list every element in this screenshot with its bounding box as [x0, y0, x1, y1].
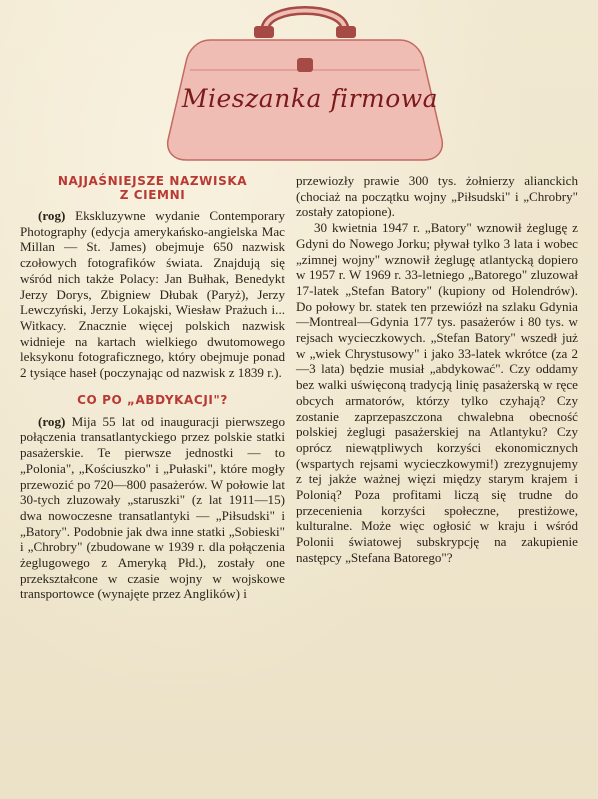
suitcase-clasp-right — [336, 26, 356, 38]
column-title: Mieszanka firmowa — [181, 84, 439, 113]
article1-body — [20, 208, 285, 381]
article2-text-left: Mija 55 lat od inauguracji pierwszego połączenia transatlantyckiego przez polskie statki pasażerskie. Te pierwsze jednostki — to „Polonia", „Kościuszko" i „Pułaski", które mogły przewozić po 720—800 pasażerów. W połowie lat 30-tych zluzowały „staruszki" (z lat 1911—15) dwa nowoczesne transatlantyki — „Piłsudski" i „Batory". Podobnie jak dwa inne statki „Sobieski" i „Chrobry" (zbudowane w 1939 r. dla połączenia żeglugowego z Ameryką Płd.), zostały one przekształcone w czasie wojny w wojskowe transportowce (wynajęte przez Anglików) i — [20, 413, 285, 602]
article1-heading — [20, 174, 285, 202]
article1-tag: (rog) — [38, 208, 66, 223]
article2-heading: CO PO „ABDYKACJI"? — [77, 392, 228, 407]
article2-body-right-1: przewiozły prawie 300 tys. żołnierzy alianckich (chociaż na początku wojny „Piłsudski" i „Chrobry" zostały zatopione). — [296, 173, 578, 220]
suitcase-clasp-left — [254, 26, 274, 38]
article2-body-right-2: 30 kwietnia 1947 r. „Batory" wznowił żeglugę z Gdyni do Nowego Jorku; pływał tylko 3 lata i wobec „zimnej wojny" wznowił żeglugę atlantycką dopiero w 1957 r. W 1969 r. 33-letniego „Batorego" zluzował 17-latek „Stefan Batory" (kupiony od Holendrów). Do połowy br. statek ten przewiózł na szlaku Gdynia—Montreal—Gdynia 177 tys. pasażerów i 80 tys. w rejsach wycieczkowych. „Stefan Batory" wszedł już w „wiek Chrystusowy" i jako 33-latek wkrótce (za 2—3 lata) będzie musiał „abdykować". Czy oddamy bez walki uświęconą tradycją linię pasażerską w ręce obcych armatorów, którzy tylko czyhają? Czy zostanie zaprzepaszczona chwalebna obecność polskiej żeglugi pasażerskiej na Atlantyku? Czy oprócz niewątpliwych korzyści ekonomicznych (wspartych rejsami wycieczkowymi!) zrezygnujemy z tej jakże ważnej więzi między starym krajem i Polonią? Poza profitami liczą się trudne do przecenienia korzyści społeczne, prestiżowe, kulturalne. Może więc ogłosić w kraju i wśród Polonii światowej subskrypcję na zakupienie następcy „Stefana Batorego"? — [296, 220, 578, 565]
suitcase-lock — [297, 58, 313, 72]
suitcase-illustration — [150, 0, 460, 165]
article1-heading-line1: NAJJAŚNIEJSZE NAZWISKA — [57, 174, 248, 188]
left-column — [20, 172, 285, 602]
article2-tag: (rog) — [38, 413, 66, 429]
article1-heading-line2: Z CIEMNI — [119, 188, 186, 202]
article2-body-left — [20, 414, 285, 602]
right-column — [296, 173, 578, 566]
article1-text: Ekskluzywne wydanie Contemporary Photography (edycja amerykańsko-angielska Mac Millan — St. James) obejmuje 650 nazwisk czołowych fotografików świata. Znajdują się wśród nich także Polacy: Jan Bułhak, Benedykt Jerzy Dorys, Zbigniew Dłubak (Paryż), Jerzy Lewczyński, Jerzy Lokajski, Wiesław Prażuch i... Witkacy. Znacznie więcej polskich nazwisk widnieje na kartach wielkiego dwutomowego leksykonu fotograficznego, który obejmuje ponad 2 tysiące haseł (poczynając od nazwisk z 1839 r.). — [20, 208, 285, 381]
